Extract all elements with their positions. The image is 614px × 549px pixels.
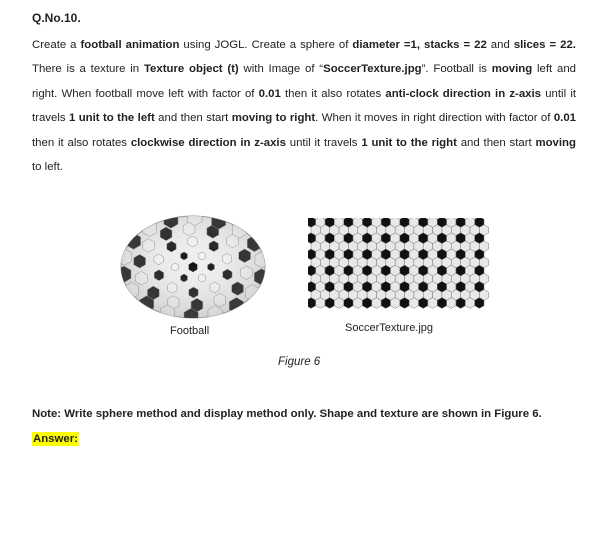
texture-cell bbox=[391, 298, 400, 309]
texture-cell bbox=[316, 298, 325, 309]
bold-text: diameter =1, stacks = 22 bbox=[352, 39, 487, 51]
text-run: using JOGL. Create a sphere of bbox=[179, 39, 353, 51]
question-number: Q.No.10. bbox=[32, 11, 81, 25]
note-text: Note: Write sphere method and display method only. Shape and texture are shown in Figure 6. bbox=[32, 408, 542, 420]
football-image bbox=[118, 214, 268, 320]
text-run: then it also rotates bbox=[32, 136, 131, 149]
bold-text: 0.01 bbox=[553, 112, 576, 125]
bold-text: 0.01 bbox=[258, 87, 281, 100]
text-run: then it also rotates bbox=[280, 87, 386, 100]
text-run: with Image of “ bbox=[238, 63, 324, 76]
bold-text: slices = 22. bbox=[513, 39, 576, 51]
texture-cell bbox=[334, 298, 343, 309]
text-run: and bbox=[486, 39, 514, 51]
texture-cell bbox=[325, 298, 334, 309]
texture-cell bbox=[344, 298, 353, 309]
texture-cell bbox=[362, 298, 371, 309]
texture-cell bbox=[437, 298, 446, 309]
bold-text: SoccerTexture.jpg bbox=[323, 63, 422, 76]
football-caption: Football bbox=[170, 325, 210, 337]
text-run: Create a bbox=[32, 39, 81, 51]
figure-label: Figure 6 bbox=[278, 356, 321, 368]
bold-text: anti-clock direction in z-axis bbox=[385, 87, 542, 100]
bold-text: moving bbox=[535, 136, 576, 149]
text-run: until it travels bbox=[285, 136, 362, 149]
question-text bbox=[32, 33, 576, 179]
texture-cell bbox=[456, 298, 465, 309]
texture-cell bbox=[447, 298, 456, 309]
text-run: and then start bbox=[154, 112, 232, 125]
texture-cell bbox=[419, 298, 428, 309]
bold-text: football animation bbox=[80, 39, 180, 51]
text-run: . When it moves in right direction with factor of bbox=[315, 112, 554, 125]
texture-cell bbox=[372, 298, 381, 309]
text-run: until it travels bbox=[32, 87, 577, 125]
text-run: and then start bbox=[456, 136, 536, 149]
texture-cell bbox=[353, 298, 362, 309]
answer-label: Answer: bbox=[33, 433, 78, 445]
bold-text: moving to right bbox=[231, 112, 316, 125]
text-run: There is a texture in bbox=[32, 63, 144, 76]
bold-text: moving bbox=[491, 63, 533, 76]
texture-cell bbox=[475, 298, 484, 309]
bold-text: 1 unit to the left bbox=[68, 112, 155, 125]
texture-cell bbox=[381, 298, 390, 309]
texture-cell bbox=[409, 298, 418, 309]
texture-cell bbox=[428, 298, 437, 309]
texture-cell bbox=[465, 298, 474, 309]
bold-text: clockwise direction in z-axis bbox=[130, 136, 286, 149]
text-run: left and right. When football move left with factor of bbox=[32, 63, 576, 100]
bold-text: 1 unit to the right bbox=[361, 136, 457, 149]
text-run: ”. Football is bbox=[421, 63, 492, 76]
soccer-texture-image bbox=[308, 218, 498, 312]
bold-text: Texture object (t) bbox=[143, 63, 239, 76]
texture-caption: SoccerTexture.jpg bbox=[345, 322, 434, 334]
text-run: to left. bbox=[32, 161, 64, 174]
texture-cell bbox=[400, 298, 409, 309]
